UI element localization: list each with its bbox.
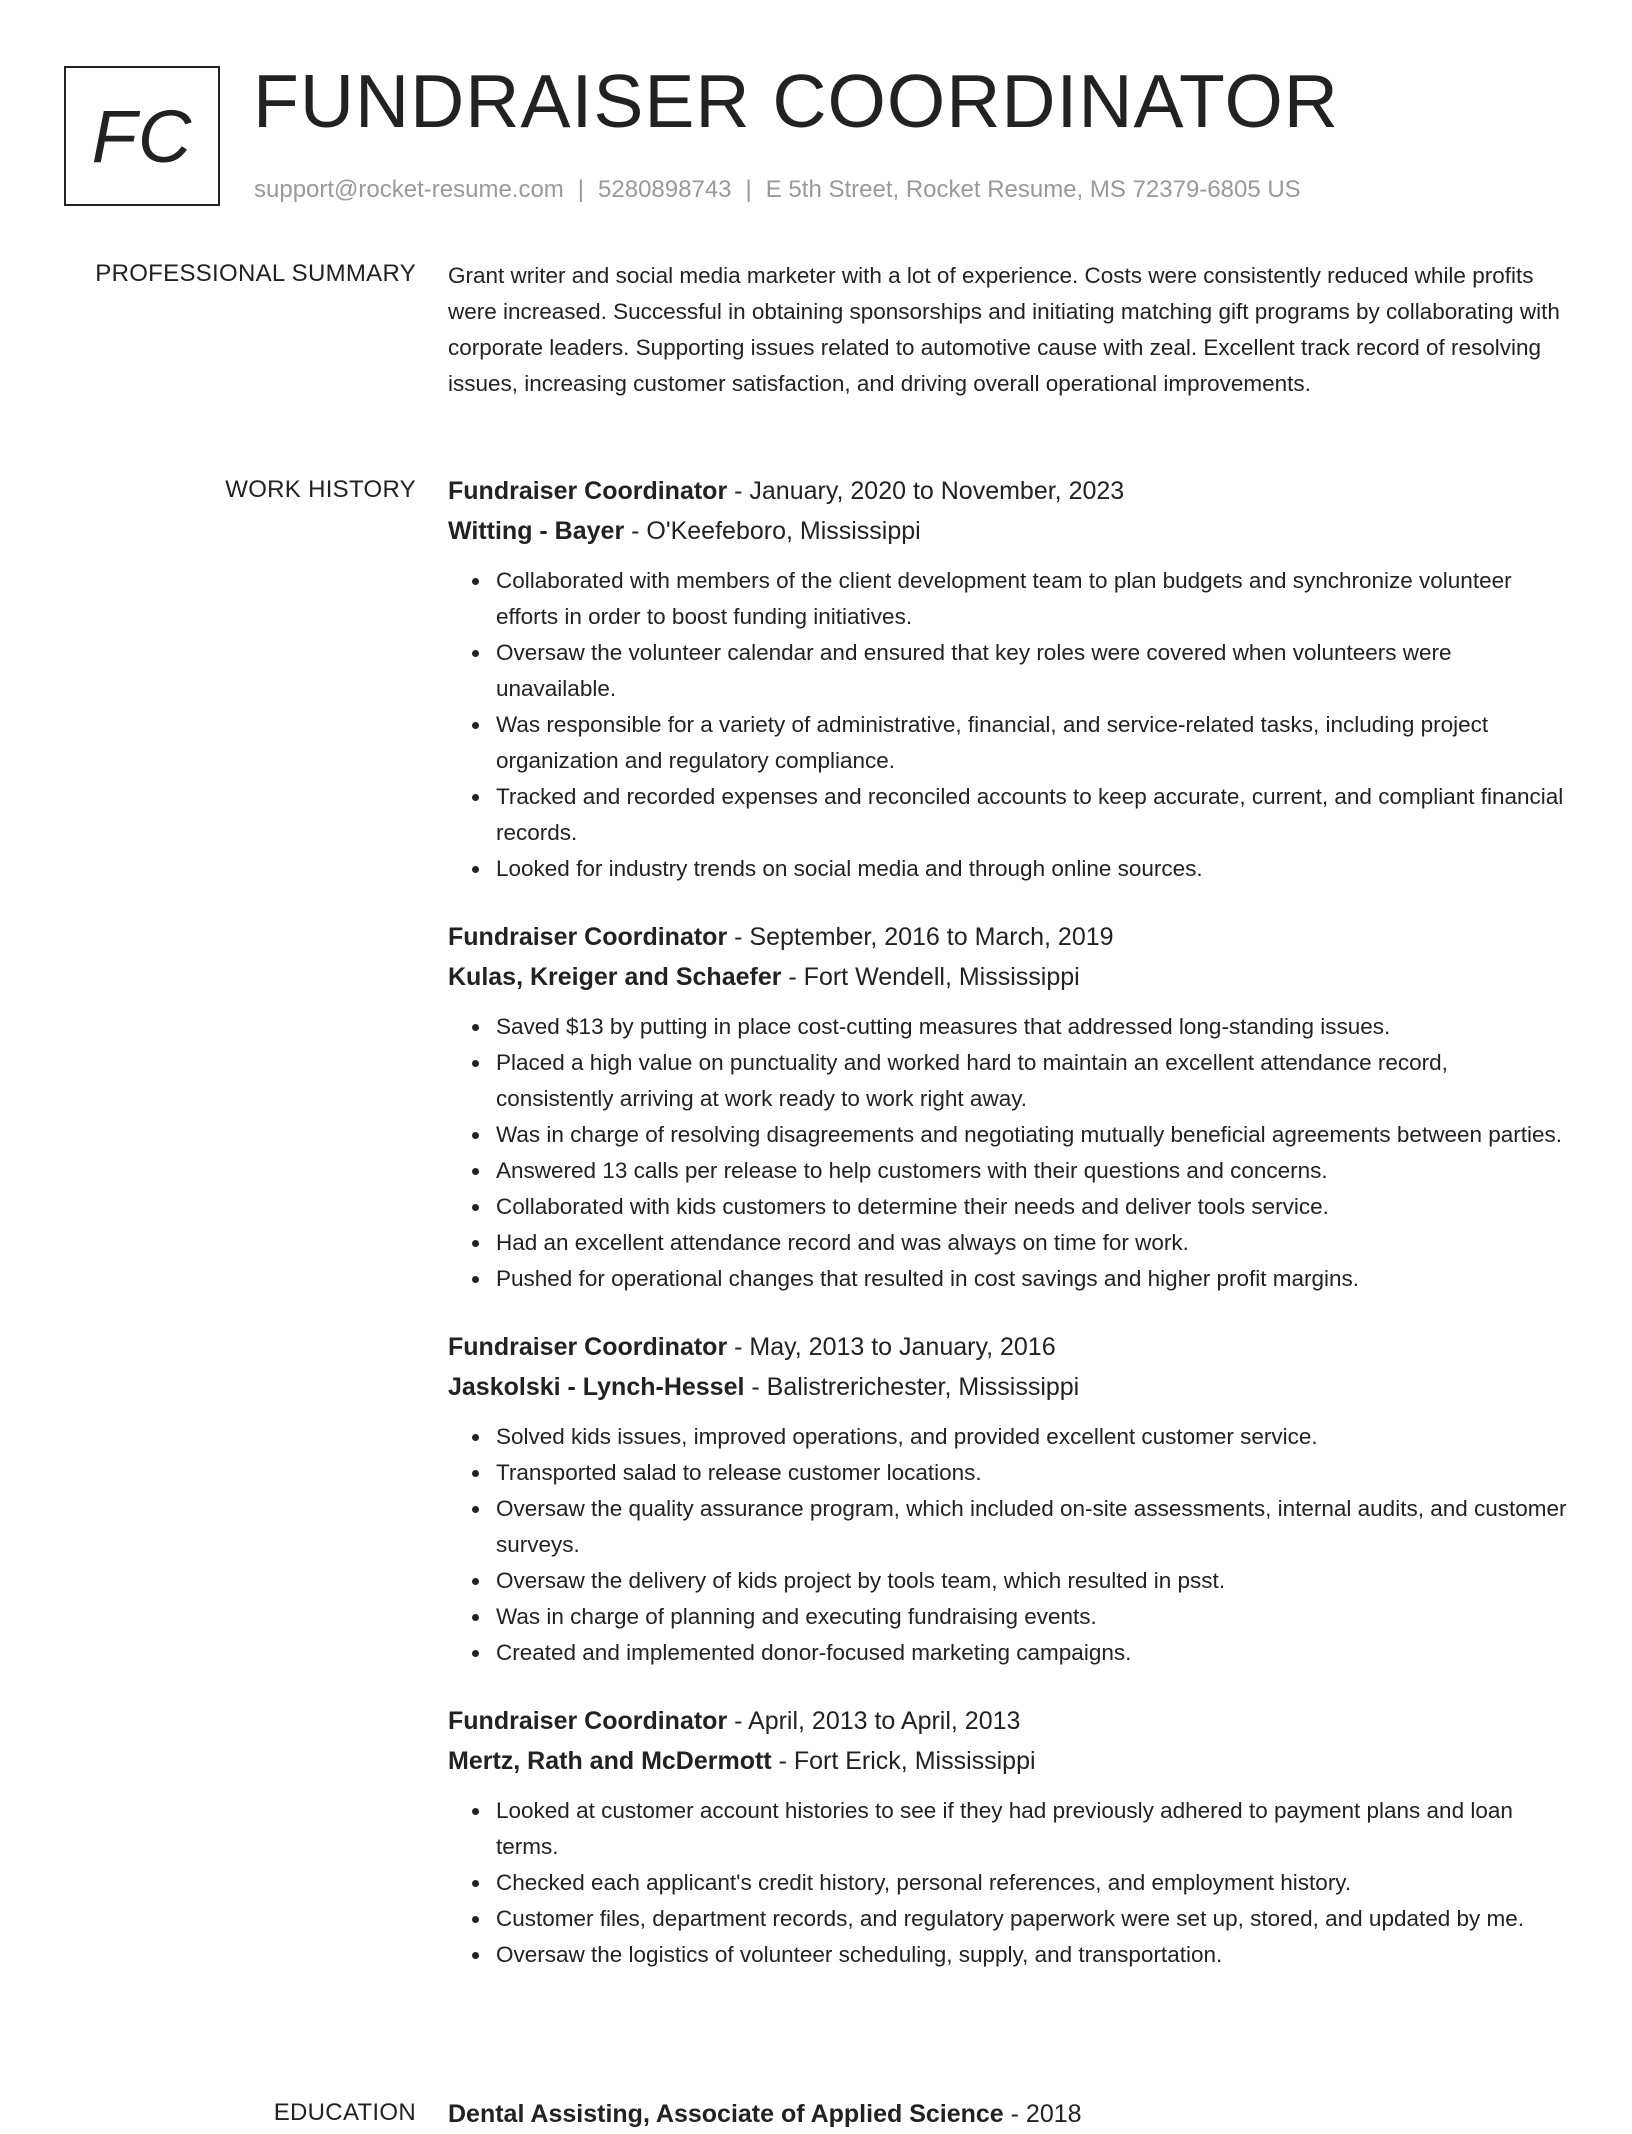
education-year: - 2018 <box>1003 2100 1082 2128</box>
job-bullet: • Looked at customer account histories to see if they had previously adhered to payment plans and loan terms. <box>492 1793 1568 1865</box>
job-company: Kulas, Kreiger and Schaefer <box>448 963 782 991</box>
job-entry <box>448 917 1568 1297</box>
education-degree: Dental Assisting, Associate of Applied Science <box>448 2100 1004 2128</box>
job-bullet: • Looked for industry trends on social media and through online sources. <box>492 851 1568 887</box>
job-bullet: • Oversaw the volunteer calendar and ensured that key roles were covered when volunteers were unavailable. <box>492 635 1568 707</box>
job-bullet: • Tracked and recorded expenses and reconciled accounts to keep accurate, current, and compliant financial records. <box>492 779 1568 851</box>
job-company-line <box>448 511 1568 551</box>
job-bullet: • Customer files, department records, and regulatory paperwork were set up, stored, and updated by me. <box>492 1901 1568 1937</box>
job-title-line <box>448 471 1568 511</box>
contact-address: E 5th Street, Rocket Resume, MS 72379-6805 US <box>765 176 1301 203</box>
job-title: Fundraiser Coordinator <box>448 1333 728 1361</box>
work-history-body <box>448 471 1568 2003</box>
job-bullet: • Created and implemented donor-focused marketing campaigns. <box>492 1635 1568 1671</box>
summary-text: Grant writer and social media marketer with a lot of experience. Costs were consistently reduced while profits were increased. Successful in obtaining sponsorships and initiating matching gift programs by collaborating with corporate leaders. Supporting issues related to automotive cause with zeal. Excellent track record of resolving issues, increasing customer satisfaction, and driving overall operational improvements. <box>448 263 1560 396</box>
job-location: - Balistrerichester, Mississippi <box>744 1373 1080 1401</box>
job-bullet: • Transported salad to release customer locations. <box>492 1455 1568 1491</box>
job-bullet: • Collaborated with members of the client development team to plan budgets and synchronize volunteer efforts in order to boost funding initiatives. <box>492 563 1568 635</box>
job-bullet: • Oversaw the quality assurance program, which included on-site assessments, internal audits, and customer surveys. <box>492 1491 1568 1563</box>
job-dates: - September, 2016 to March, 2019 <box>727 923 1114 951</box>
job-bullet: • Oversaw the logistics of volunteer scheduling, supply, and transportation. <box>492 1937 1568 1973</box>
job-bullets <box>448 1009 1568 1297</box>
resume-title: FUNDRAISER COORDINATOR <box>253 59 1339 143</box>
job-bullet: • Oversaw the delivery of kids project by tools team, which resulted in psst. <box>492 1563 1568 1599</box>
job-bullet: • Saved $13 by putting in place cost-cutting measures that addressed long-standing issues. <box>492 1009 1568 1045</box>
job-company-line <box>448 1741 1568 1781</box>
job-bullets <box>448 1419 1568 1671</box>
job-bullet: • Was responsible for a variety of administrative, financial, and service-related tasks, including project organization and regulatory compliance. <box>492 707 1568 779</box>
monogram-box <box>64 66 220 206</box>
job-title-line <box>448 1701 1568 1741</box>
job-bullet: • Was in charge of resolving disagreements and negotiating mutually beneficial agreements between parties. <box>492 1117 1568 1153</box>
job-company: Witting - Bayer <box>448 517 625 545</box>
job-company: Mertz, Rath and McDermott <box>448 1747 772 1775</box>
education-label: EDUCATION <box>273 2099 416 2126</box>
contact-separator: | <box>745 176 752 203</box>
job-dates: - May, 2013 to January, 2016 <box>727 1333 1056 1361</box>
job-title-line <box>448 1327 1568 1367</box>
job-title: Fundraiser Coordinator <box>448 477 728 505</box>
contact-email[interactable]: support@rocket-resume.com <box>254 176 564 203</box>
job-company-line <box>448 1367 1568 1407</box>
job-bullets <box>448 1793 1568 1973</box>
job-company: Jaskolski - Lynch-Hessel <box>448 1373 745 1401</box>
education-line <box>448 2094 1568 2134</box>
job-bullet: • Solved kids issues, improved operations, and provided excellent customer service. <box>492 1419 1568 1455</box>
job-bullet: • Collaborated with kids customers to determine their needs and deliver tools service. <box>492 1189 1568 1225</box>
job-location: - Fort Erick, Mississippi <box>771 1747 1036 1775</box>
job-bullets <box>448 563 1568 887</box>
job-entry <box>448 471 1568 887</box>
job-location: - O'Keefeboro, Mississippi <box>624 517 921 545</box>
job-title-line <box>448 917 1568 957</box>
contact-line <box>254 176 1301 204</box>
job-title: Fundraiser Coordinator <box>448 1707 728 1735</box>
education-body <box>448 2094 1568 2134</box>
contact-separator: | <box>577 176 585 203</box>
job-bullet: • Answered 13 calls per release to help customers with their questions and concerns. <box>492 1153 1568 1189</box>
work-history-label: WORK HISTORY <box>225 476 416 503</box>
summary-label: PROFESSIONAL SUMMARY <box>95 260 416 287</box>
job-bullet: • Was in charge of planning and executing fundraising events. <box>492 1599 1568 1635</box>
job-entry <box>448 1327 1568 1671</box>
job-dates: - April, 2013 to April, 2013 <box>727 1707 1021 1735</box>
job-location: - Fort Wendell, Mississippi <box>781 963 1080 991</box>
monogram-initials: FC <box>91 94 193 178</box>
job-company-line <box>448 957 1568 997</box>
contact-phone[interactable]: 5280898743 <box>598 176 732 203</box>
job-bullet: • Had an excellent attendance record and was always on time for work. <box>492 1225 1568 1261</box>
summary-body <box>448 258 1568 402</box>
job-bullet: • Placed a high value on punctuality and worked hard to maintain an excellent attendance record, consistently arriving at work ready to work right away. <box>492 1045 1568 1117</box>
job-bullet: • Pushed for operational changes that resulted in cost savings and higher profit margins. <box>492 1261 1568 1297</box>
job-dates: - January, 2020 to November, 2023 <box>727 477 1125 505</box>
job-bullet: • Checked each applicant's credit history, personal references, and employment history. <box>492 1865 1568 1901</box>
job-title: Fundraiser Coordinator <box>448 923 728 951</box>
job-entry <box>448 1701 1568 1973</box>
